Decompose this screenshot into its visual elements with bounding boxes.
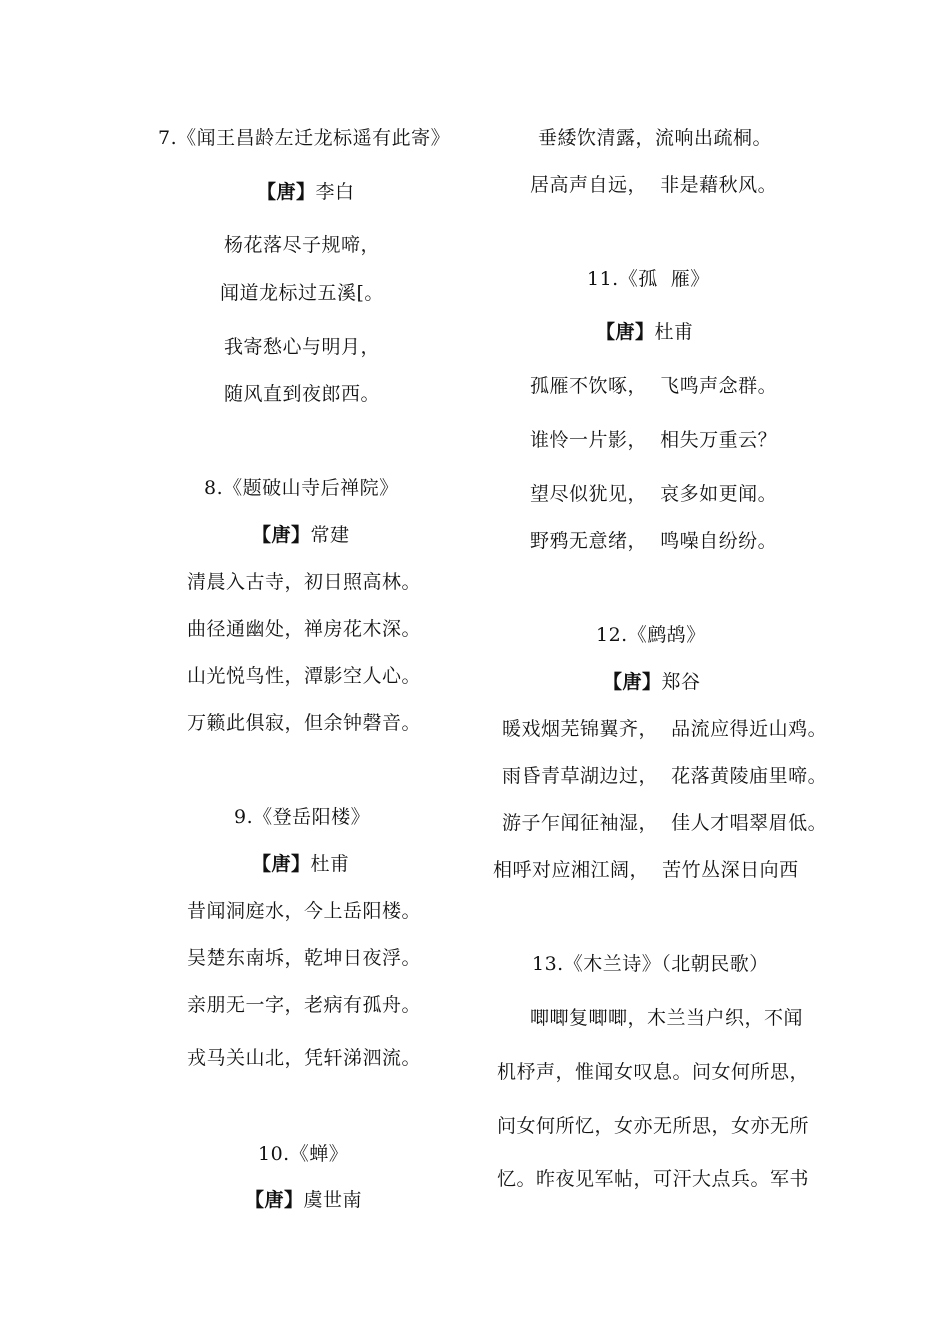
poem-title: 7.《闻王昌龄左迁龙标遥有此寄》 [158, 127, 451, 149]
author-name: 常建 [310, 524, 350, 546]
poem-line: 雨昏青草湖边过， 花落黄陵庙里啼。 [502, 765, 828, 787]
poem-line: 相呼对应湘江阔， 苦竹丛深日向西 [493, 859, 799, 881]
poem-author-line [245, 1188, 362, 1212]
poem-line: 问女何所忆，女亦无所思，女亦无所 [497, 1115, 810, 1137]
poem-line: 杨花落尽子规啼， [224, 234, 381, 256]
dynasty-label: 【唐】 [596, 321, 655, 343]
poem-line: 游子乍闻征袖湿， 佳人才唱翠眉低。 [502, 812, 828, 834]
poem-line: 我寄愁心与明月， [224, 336, 381, 358]
poem-line: 垂緌饮清露，流响出疏桐。 [538, 127, 773, 149]
poem-author-line [596, 320, 694, 344]
poem-title: 9.《登岳阳楼》 [234, 806, 371, 828]
poem-line: 唧唧复唧唧，木兰当户织，不闻 [530, 1007, 804, 1029]
poem-line: 清晨入古寺，初日照高林。 [187, 571, 422, 593]
poem-line: 忆。昨夜见军帖，可汗大点兵。军书 [497, 1168, 810, 1190]
poem-line: 居高声自远， 非是藉秋风。 [530, 174, 778, 196]
poem-title: 8.《题破山寺后禅院》 [204, 477, 399, 499]
author-name: 李白 [315, 181, 355, 203]
poem-title: 10.《蝉》 [258, 1143, 349, 1165]
author-name: 杜甫 [654, 321, 694, 343]
poem-title: 11.《孤 雁》 [587, 268, 710, 290]
poem-line: 孤雁不饮啄， 飞鸣声念群。 [530, 375, 778, 397]
poem-author-line [603, 670, 701, 694]
poem-line: 戎马关山北，凭轩涕泗流。 [187, 1047, 422, 1069]
dynasty-label: 【唐】 [252, 853, 311, 875]
poem-title: 13.《木兰诗》（北朝民歌） [532, 953, 769, 975]
poem-title: 12.《鹧鸪》 [596, 624, 706, 646]
poem-line: 闻道龙标过五溪[。 [220, 282, 384, 304]
author-name: 虞世南 [303, 1189, 363, 1211]
poem-line: 随风直到夜郎西。 [224, 383, 381, 405]
dynasty-label: 【唐】 [257, 181, 316, 203]
poem-line: 山光悦鸟性，潭影空人心。 [187, 665, 422, 687]
poem-line: 野鸦无意绪， 鸣噪自纷纷。 [530, 530, 778, 552]
poem-line: 万籁此俱寂，但余钟磬音。 [187, 712, 422, 734]
poem-line: 吴楚东南坼，乾坤日夜浮。 [187, 947, 422, 969]
author-name: 杜甫 [310, 853, 350, 875]
poem-line: 望尽似犹见， 哀多如更闻。 [530, 483, 778, 505]
dynasty-label: 【唐】 [245, 1189, 304, 1211]
poem-line: 谁怜一片影， 相失万重云？ [530, 429, 778, 451]
poem-line: 曲径通幽处，禅房花木深。 [187, 618, 422, 640]
dynasty-label: 【唐】 [252, 524, 311, 546]
poem-line: 亲朋无一字，老病有孤舟。 [187, 994, 422, 1016]
poem-line: 昔闻洞庭水，今上岳阳楼。 [187, 900, 422, 922]
poem-author-line [252, 852, 350, 876]
poem-line: 暖戏烟芜锦翼齐， 品流应得近山鸡。 [502, 718, 828, 740]
dynasty-label: 【唐】 [603, 671, 662, 693]
poem-author-line [257, 180, 355, 204]
poem-line: 机杼声，惟闻女叹息。问女何所思， [497, 1061, 810, 1083]
poem-author-line [252, 523, 350, 547]
author-name: 郑谷 [661, 671, 701, 693]
